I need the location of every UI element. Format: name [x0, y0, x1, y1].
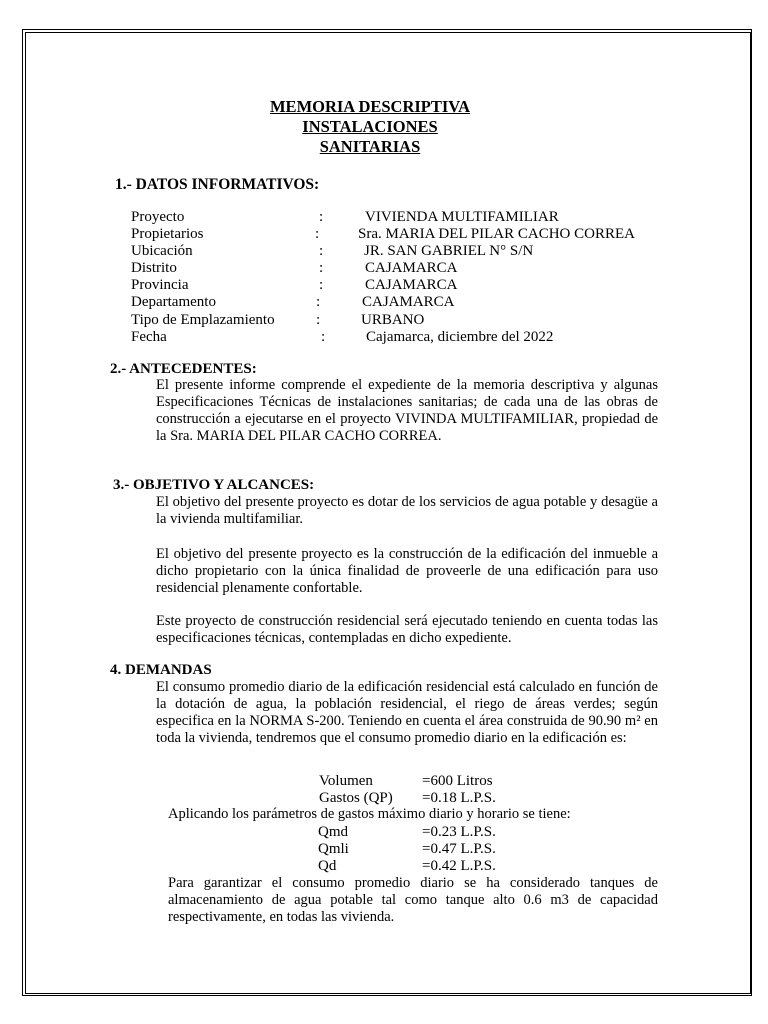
info-sep: : [316, 294, 321, 310]
section2-paragraph: El presente informe comprende el expediente de la memoria descriptiva y algunas Especificaciones Técnicas de instalaciones sanitarias; de cada una de las obras de construcción a ejecutarse en el proyecto VIVINDA MULTIFAMILIAR, propiedad de la Sra. MARIA DEL PILAR CACHO CORREA. [156, 377, 658, 444]
title-line-3: SANITARIAS [319, 137, 421, 156]
title-line-1: MEMORIA DESCRIPTIVA [269, 97, 470, 116]
info-label: Fecha [131, 329, 167, 345]
section3-paragraph-2: El objetivo del presente proyecto es la construcción de la edificación del inmueble a dicho propietario con la única finalidad de proveerle de una edificación para uso residencial plenamente confortable. [156, 546, 658, 596]
section2-heading: 2.- ANTECEDENTES: [110, 361, 257, 377]
info-label: Distrito [131, 260, 177, 276]
section3-heading: 3.- OBJETIVO Y ALCANCES: [113, 477, 315, 493]
info-label: Tipo de Emplazamiento [131, 312, 275, 328]
info-sep: : [321, 329, 326, 345]
title-line-2: INSTALACIONES [302, 117, 438, 136]
demand-label: Qd [318, 858, 337, 874]
info-sep: : [319, 277, 324, 293]
info-label: Proyecto [131, 209, 185, 225]
demand-label: Qmli [318, 841, 349, 857]
info-sep: : [315, 226, 320, 242]
info-value: URBANO [361, 312, 425, 328]
info-value: CAJAMARCA [365, 260, 458, 276]
section3-paragraph-1: El objetivo del presente proyecto es dotar de los servicios de agua potable y desagüe a la vivienda multifamiliar. [156, 494, 658, 527]
demand-value: =0.42 L.P.S. [422, 858, 496, 874]
info-sep: : [316, 312, 321, 328]
demand-label: Qmd [318, 824, 348, 840]
demand-value: =0.47 L.P.S. [422, 841, 496, 857]
section4-paragraph-1: El consumo promedio diario de la edificación residencial está calculado en función de la dotación de agua, la población residencial, el riego de áreas verdes; según especifica en la NORMA S-200. Teniendo en cuenta el área construida de 90.90 m² en toda la vivienda, tendremos que el consumo promedio diario en la edificación es: [156, 679, 658, 746]
info-value: VIVIENDA MULTIFAMILIAR [365, 209, 559, 225]
section1-heading: 1.- DATOS INFORMATIVOS: [115, 176, 320, 193]
section4-mid-text: Aplicando los parámetros de gastos máximo diario y horario se tiene: [168, 806, 571, 822]
info-label: Provincia [131, 277, 189, 293]
info-value: CAJAMARCA [362, 294, 455, 310]
info-sep: : [319, 260, 324, 276]
info-value: CAJAMARCA [365, 277, 458, 293]
section4-heading: 4. DEMANDAS [110, 662, 212, 678]
info-value: Sra. MARIA DEL PILAR CACHO CORREA [358, 226, 635, 242]
info-sep: : [319, 209, 324, 225]
info-label: Departamento [131, 294, 216, 310]
info-value: Cajamarca, diciembre del 2022 [366, 329, 554, 345]
section4-paragraph-2: Para garantizar el consumo promedio diario se ha considerado tanques de almacenamiento de agua potable tal como tanque alto 0.6 m3 de capacidad respectivamente, en todas las vivienda. [168, 875, 658, 925]
demand-label: Gastos (QP) [319, 790, 393, 806]
info-label: Propietarios [131, 226, 204, 242]
demand-value: =0.23 L.P.S. [422, 824, 496, 840]
info-sep: : [319, 243, 324, 259]
section3-paragraph-3: Este proyecto de construcción residencial será ejecutado teniendo en cuenta todas las especificaciones técnicas, contempladas en dicho expediente. [156, 613, 658, 646]
info-value: JR. SAN GABRIEL N° S/N [364, 243, 534, 259]
demand-value: =600 Litros [422, 773, 493, 789]
demand-label: Volumen [319, 773, 373, 789]
demand-value: =0.18 L.P.S. [422, 790, 496, 806]
info-label: Ubicación [131, 243, 193, 259]
